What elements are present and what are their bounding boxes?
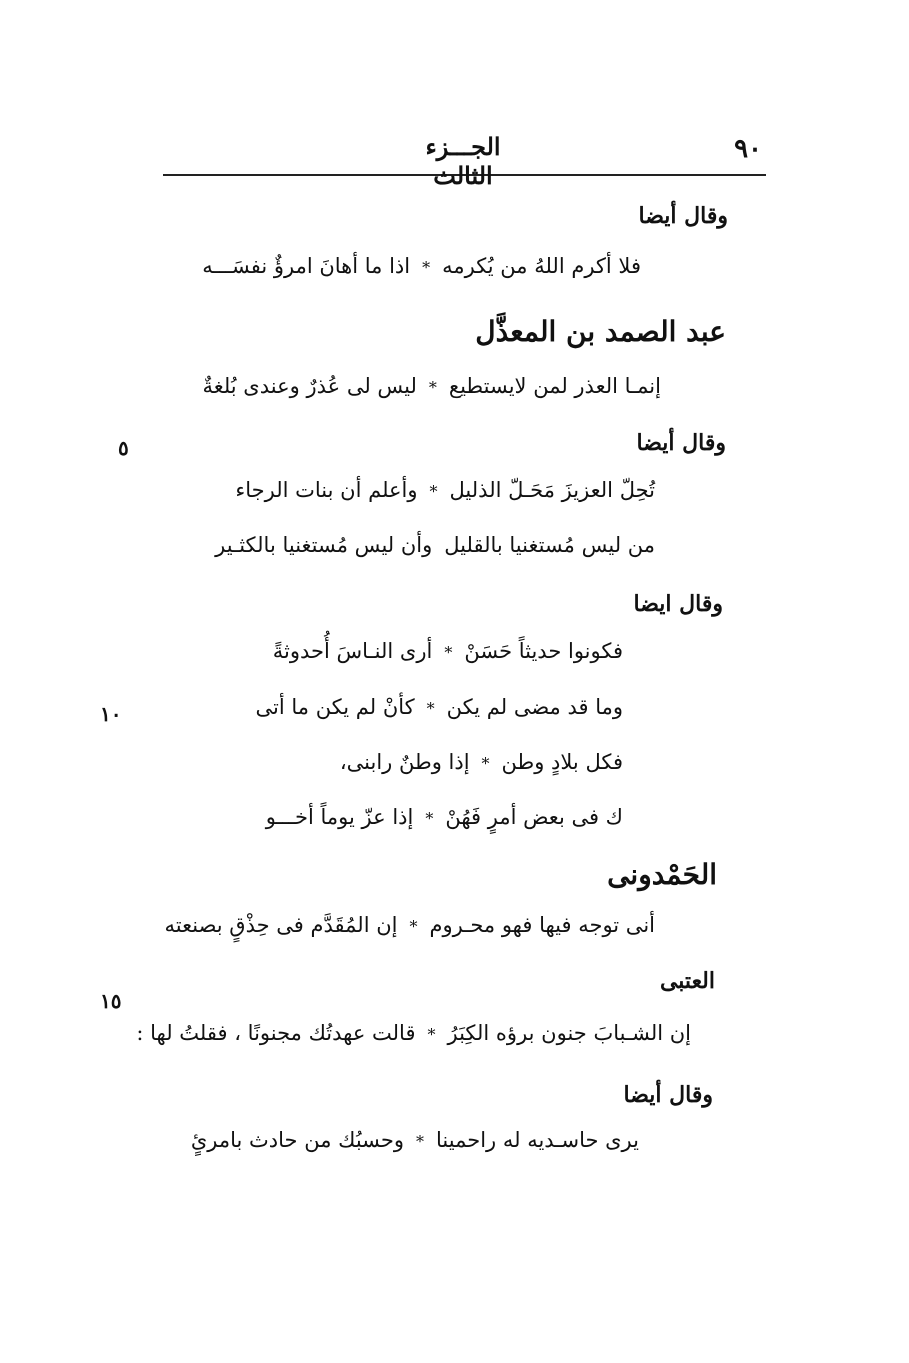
poet-heading: الحَمْدونى xyxy=(607,858,717,891)
verse-line xyxy=(191,1128,639,1152)
verse-first-hemistich: وأعلم أن بنات الرجاء xyxy=(235,478,418,502)
verse-second-hemistich: وما قد مضى لم يكن xyxy=(446,695,623,719)
verse-second-hemistich: فكونوا حديثاً حَسَنْ xyxy=(464,639,623,663)
hemistich-separator: * xyxy=(444,643,453,662)
running-title: الجـــزء الثالث xyxy=(425,132,501,190)
hemistich-separator: * xyxy=(429,482,438,501)
verse-line xyxy=(273,639,623,663)
poet-heading: عبد الصمد بن المعذَّل xyxy=(475,315,726,348)
hemistich-separator: * xyxy=(409,917,418,936)
verse-first-hemistich: ليس لى عُذرٌ وعندى بُلغةٌ xyxy=(202,374,417,398)
hemistich-separator: * xyxy=(416,1132,425,1151)
verse-second-hemistich: إن الشـبابَ جنون برؤه الكِبَرُ xyxy=(447,1021,691,1045)
verse-first-hemistich: اذا ما أهانَ امرؤٌ نفسَـــه xyxy=(202,254,411,278)
verse-first-hemistich: إن المُقَدَّم فى حِذْقٍ بصنعته xyxy=(164,913,398,937)
section-heading: وقال أيضا xyxy=(638,203,728,229)
verse-second-hemistich: يرى حاسـديه له راحمينا xyxy=(436,1128,639,1152)
verse-line xyxy=(215,533,655,557)
verse-first-hemistich: وأن ليس مُستغنيا بالكثـير xyxy=(215,533,433,557)
verse-first-hemistich: إذا عزّ يوماً أخـــو xyxy=(265,805,414,829)
hemistich-separator: * xyxy=(422,258,431,277)
page-header xyxy=(163,128,766,190)
hemistich-separator: * xyxy=(426,699,435,718)
verse-second-hemistich: إنمـا العذر لمن لايستطيع xyxy=(448,374,661,398)
margin-line-number: ١٥ xyxy=(100,989,122,1013)
verse-line xyxy=(202,374,661,398)
verse-line xyxy=(235,478,655,502)
verse-first-hemistich: كأنْ لم يكن ما أتى xyxy=(255,695,415,719)
section-heading: وقال ايضا xyxy=(633,591,723,617)
verse-line xyxy=(256,695,623,719)
section-heading: وقال أيضا xyxy=(623,1082,713,1108)
hemistich-separator: * xyxy=(427,1025,436,1044)
verse-line xyxy=(136,1021,691,1045)
verse-second-hemistich: تُحِلّ العزيزَ مَحَـلّ الذليل xyxy=(449,478,655,502)
hemistich-separator: * xyxy=(425,809,434,828)
page-number: ٩٠ xyxy=(734,134,762,164)
verse-line xyxy=(340,750,623,774)
verse-line xyxy=(266,805,623,829)
hemistich-separator: * xyxy=(428,378,437,397)
verse-first-hemistich: إذا وطنٌ رابنى، xyxy=(339,750,470,774)
verse-first-hemistich: أرى النـاسَ أُحدوثةً xyxy=(272,639,433,663)
section-heading: وقال أيضا xyxy=(636,430,726,456)
verse-first-hemistich: وحسبُك من حادث بامرئٍ xyxy=(190,1128,405,1152)
margin-line-number: ١٠ xyxy=(100,702,122,726)
verse-line xyxy=(202,254,641,278)
verse-second-hemistich: أنى توجه فيها فهو محـروم xyxy=(429,913,655,937)
hemistich-separator: * xyxy=(481,754,490,773)
verse-second-hemistich: فلا أكرم اللهُ من يُكرمه xyxy=(442,254,641,278)
margin-line-number: ٥ xyxy=(118,436,129,460)
poet-heading: العتبى xyxy=(659,968,715,994)
verse-line xyxy=(165,913,655,937)
verse-second-hemistich: ك فى بعض أمرٍ فَهُنْ xyxy=(445,805,623,829)
verse-first-hemistich: قالت عهدتُك مجنونًا ، فقلتُ لها : xyxy=(136,1021,416,1045)
verse-second-hemistich: فكل بلادٍ وطن xyxy=(501,750,623,774)
verse-second-hemistich: من ليس مُستغنيا بالقليل xyxy=(444,533,655,557)
